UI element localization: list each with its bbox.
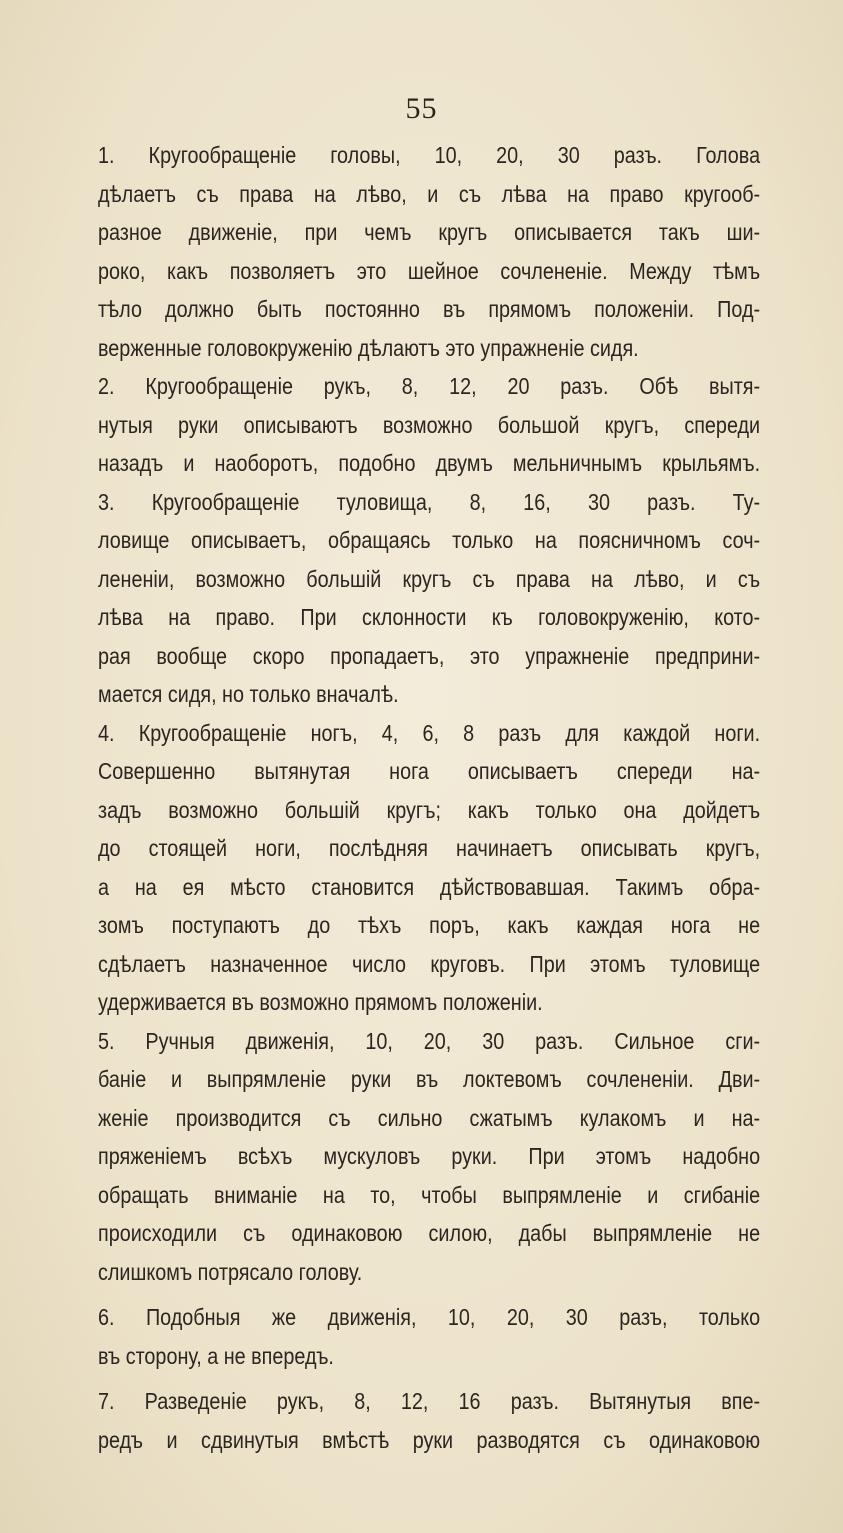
paragraph-7 (98, 1382, 760, 1459)
text-line: 2. Кругообращенiе рукъ, 8, 12, 20 разъ. Обѣ вытя- (98, 373, 761, 399)
text-line: назадъ и наоборотъ, подобно двумъ мельничнымъ крыльямъ. (98, 450, 761, 476)
text-line: ловище описываетъ, обращаясь только на поясничномъ соч- (98, 527, 761, 553)
text-line: задъ возможно большiй кругъ; какъ только она дойдетъ (98, 796, 761, 823)
text-line: пряженiемъ всѣхъ мускуловъ руки. При этомъ надобно (98, 1143, 761, 1169)
text-line: а на ея мѣсто становится дѣйствовавшая. Такимъ обра- (98, 873, 761, 900)
text-line: до стоящей ноги, послѣдняя начинаетъ описывать кругъ, (98, 835, 761, 861)
text-line: слишкомъ потрясало голову. (98, 1258, 363, 1285)
text-line: Совершенно вытянутая нога описываетъ спереди на- (98, 758, 761, 784)
text-line: происходили съ одинаковою силою, дабы выпрямленiе не (98, 1220, 761, 1246)
text-line: 3. Кругообращенiе туловища, 8, 16, 30 разъ. Ту- (98, 488, 761, 515)
text-line: нутыя руки описываютъ возможно большой кругъ, спереди (98, 411, 761, 438)
text-line: въ сторону, а не впередъ. (98, 1342, 334, 1369)
text-line: 4. Кругообращенiе ногъ, 4, 6, 8 разъ для каждой ноги. (98, 719, 761, 746)
text-line: 6. Подобныя же движенiя, 10, 20, 30 разъ, только (98, 1304, 761, 1330)
paragraph-5 (98, 1022, 760, 1292)
page-text (98, 136, 760, 1459)
text-line: 1. Кругообращенiе головы, 10, 20, 30 разъ. Голова (98, 142, 761, 168)
text-line: мается сидя, но только вначалѣ. (98, 681, 399, 707)
text-line: лененiи, возможно большiй кругъ съ права на лѣво, и съ (98, 565, 761, 592)
text-line: лѣва на право. При склонности къ головокруженiю, кото- (98, 604, 761, 630)
text-line: разное движенiе, при чемъ кругъ описывается такъ ши- (98, 219, 761, 245)
paragraph-2 (98, 367, 760, 483)
text-line: верженные головокруженiю дѣлаютъ это упражненiе сидя. (98, 334, 639, 361)
text-line: рая вообще скоро пропадаетъ, это упражненiе предприни- (98, 642, 761, 669)
text-line: 5. Ручныя движенiя, 10, 20, 30 разъ. Сильное сги- (98, 1027, 761, 1054)
paragraph-6 (98, 1298, 760, 1375)
text-line: обращать вниманiе на то, чтобы выпрямленiе и сгибанiе (98, 1181, 761, 1208)
text-line: редъ и сдвинутыя вмѣстѣ руки разводятся съ одинаковою (98, 1426, 761, 1453)
page-number: 55 (405, 92, 438, 125)
text-line: женiе производится съ сильно сжатымъ кулакомъ и на- (98, 1104, 761, 1131)
text-line: удерживается въ возможно прямомъ положенiи. (98, 989, 543, 1015)
text-line: банiе и выпрямленiе руки въ локтевомъ сочлененiи. Дви- (98, 1066, 761, 1092)
text-line: дѣлаетъ съ права на лѣво, и съ лѣва на право кругооб- (98, 180, 761, 207)
paragraph-1 (98, 136, 760, 367)
paragraph-3 (98, 483, 760, 714)
text-line: сдѣлаетъ назначенное число круговъ. При этомъ туловище (98, 950, 761, 977)
text-line: роко, какъ позволяетъ это шейное сочлененiе. Между тѣмъ (98, 257, 761, 284)
paragraph-4 (98, 714, 760, 1022)
text-line: тѣло должно быть постоянно въ прямомъ положенiи. Под- (98, 296, 761, 322)
text-line: зомъ поступаютъ до тѣхъ поръ, какъ каждая нога не (98, 912, 761, 938)
text-line: 7. Разведенiе рукъ, 8, 12, 16 разъ. Вытянутыя впе- (98, 1388, 761, 1414)
